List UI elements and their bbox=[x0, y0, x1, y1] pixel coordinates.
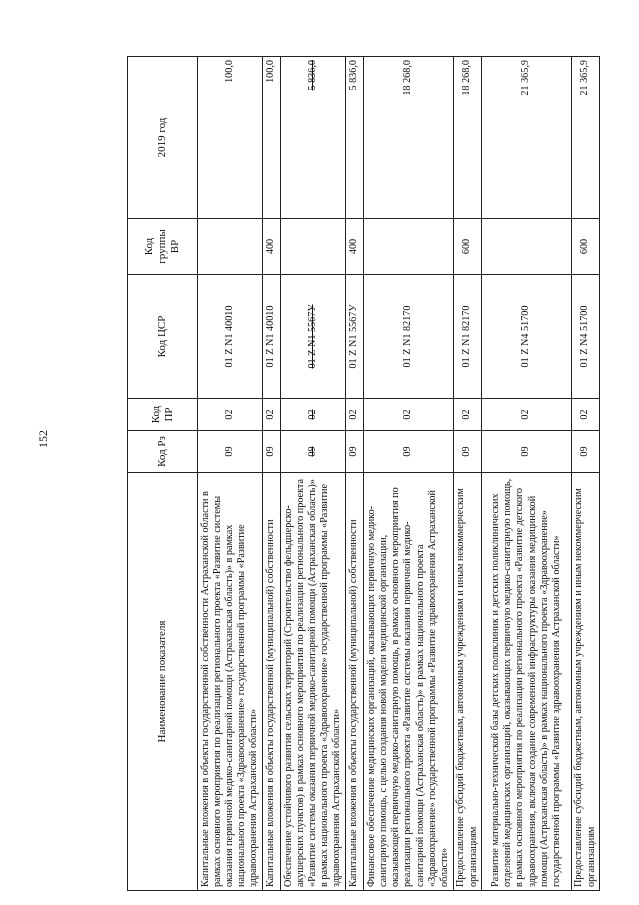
row-vr: 600 bbox=[572, 219, 600, 275]
row-sum: 21 365,9 bbox=[572, 57, 600, 219]
row-vr: 400 bbox=[263, 219, 281, 275]
table-row bbox=[198, 57, 263, 891]
budget-table bbox=[127, 56, 600, 891]
row-name: Финансовое обеспечение медицинских организаций, оказывающих первичную медико-санитарную помощь, с целью создания новой модели медицинской организации, оказывающей первичную медико-санитарную помощь, в рамках основного мероприятия по реализации регионального проекта «Развитие системы оказания первичной медико-санитарной помощи (Астраханская область)» в рамках национального проекта «Здравоохранение» государственной программы «Развитие здравоохранения Астраханской области» bbox=[364, 473, 454, 891]
row-rz: 09 bbox=[364, 431, 454, 473]
row-pr: 02 bbox=[482, 399, 572, 431]
header-name: Наименование показателя bbox=[128, 473, 198, 891]
row-csr: 01 Z N1 40010 bbox=[263, 275, 281, 399]
row-csr: 01 Z N1 40010 bbox=[198, 275, 263, 399]
row-name: Капитальные вложения в объекты государственной (муниципальной) собственности bbox=[346, 473, 364, 891]
table-row bbox=[572, 57, 600, 891]
row-name: Обеспечение устойчивого развития сельских территорий (Строительство фельдшерско-акушерских пунктов) в рамках основного мероприятия по реализации регионального проекта «Развитие системы оказания первичной медико-санитарной помощи (Астраханская область)» в рамках национального проекта «Здравоохранение» государственной программы «Развитие здравоохранения Астраханской области» bbox=[281, 473, 346, 891]
row-csr: 01 Z N1 82170 bbox=[454, 275, 482, 399]
row-name: Предоставление субсидий бюджетным, автономным учреждениям и иным некоммерческим организациям bbox=[572, 473, 600, 891]
row-sum: 5 836,0 bbox=[346, 57, 364, 219]
row-rz: 09 bbox=[281, 431, 346, 473]
row-sum: 100,0 bbox=[263, 57, 281, 219]
table-header-row bbox=[128, 57, 198, 891]
row-csr: 01 Z N4 51700 bbox=[572, 275, 600, 399]
row-pr: 02 bbox=[346, 399, 364, 431]
row-rz: 09 bbox=[198, 431, 263, 473]
row-vr: 400 bbox=[346, 219, 364, 275]
row-vr bbox=[281, 219, 346, 275]
rotated-table-wrapper bbox=[127, 57, 599, 891]
row-name: Предоставление субсидий бюджетным, автономным учреждениям и иным некоммерческим организациям bbox=[454, 473, 482, 891]
table-row bbox=[281, 57, 346, 891]
row-sum: 100,0 bbox=[198, 57, 263, 219]
row-csr: 01 Z N1 82170 bbox=[364, 275, 454, 399]
row-pr: 02 bbox=[263, 399, 281, 431]
row-name: Развитие материально-технической базы детских поликлиник и детских поликлинических отделений медицинских организаций, оказывающих первичную медико-санитарную помощь, в рамках основного мероприятия по реализации регионального проекта «Развитие детского здравоохранения, включая создание современной инфраструктуры оказания медицинской помощи (Астраханская область)» в рамках национального проекта «Здравоохранение» государственной программы «Развитие здравоохранения Астраханской области» bbox=[482, 473, 572, 891]
table-row bbox=[482, 57, 572, 891]
row-rz: 09 bbox=[454, 431, 482, 473]
row-csr: 01 Z N1 5567У bbox=[281, 275, 346, 399]
header-csr: Код ЦСР bbox=[128, 275, 198, 399]
header-vr: Код группы ВР bbox=[128, 219, 198, 275]
row-rz: 09 bbox=[263, 431, 281, 473]
row-pr: 02 bbox=[572, 399, 600, 431]
row-vr: 600 bbox=[454, 219, 482, 275]
row-rz: 09 bbox=[346, 431, 364, 473]
row-rz: 09 bbox=[572, 431, 600, 473]
row-name: Капитальные вложения в объекты государственной (муниципальной) собственности bbox=[263, 473, 281, 891]
table-row bbox=[263, 57, 281, 891]
header-pr: Код ПР bbox=[128, 399, 198, 431]
row-sum: 18 268,0 bbox=[454, 57, 482, 219]
row-csr: 01 Z N1 5567У bbox=[346, 275, 364, 399]
page-number: 152 bbox=[36, 430, 50, 448]
table-row bbox=[364, 57, 454, 891]
row-sum: 18 268,0 bbox=[364, 57, 454, 219]
row-pr: 02 bbox=[364, 399, 454, 431]
row-sum: 5 836,0 bbox=[281, 57, 346, 219]
table-row bbox=[454, 57, 482, 891]
row-pr: 02 bbox=[198, 399, 263, 431]
header-year: 2019 год bbox=[128, 57, 198, 219]
row-pr: 02 bbox=[454, 399, 482, 431]
row-name: Капитальные вложения в объекты государственной собственности Астраханской области в рамках основного мероприятия по реализации регионального проекта «Развитие системы оказания первичной медико-санитарной помощи (Астраханская область)» в рамках национального проекта «Здравоохранение» государственной программы «Развитие здравоохранения Астраханской области» bbox=[198, 473, 263, 891]
row-vr bbox=[364, 219, 454, 275]
row-vr bbox=[198, 219, 263, 275]
table-row bbox=[346, 57, 364, 891]
row-sum: 21 365,9 bbox=[482, 57, 572, 219]
row-rz: 09 bbox=[482, 431, 572, 473]
row-csr: 01 Z N4 51700 bbox=[482, 275, 572, 399]
header-rz: Код Рз bbox=[128, 431, 198, 473]
row-pr: 02 bbox=[281, 399, 346, 431]
row-vr bbox=[482, 219, 572, 275]
